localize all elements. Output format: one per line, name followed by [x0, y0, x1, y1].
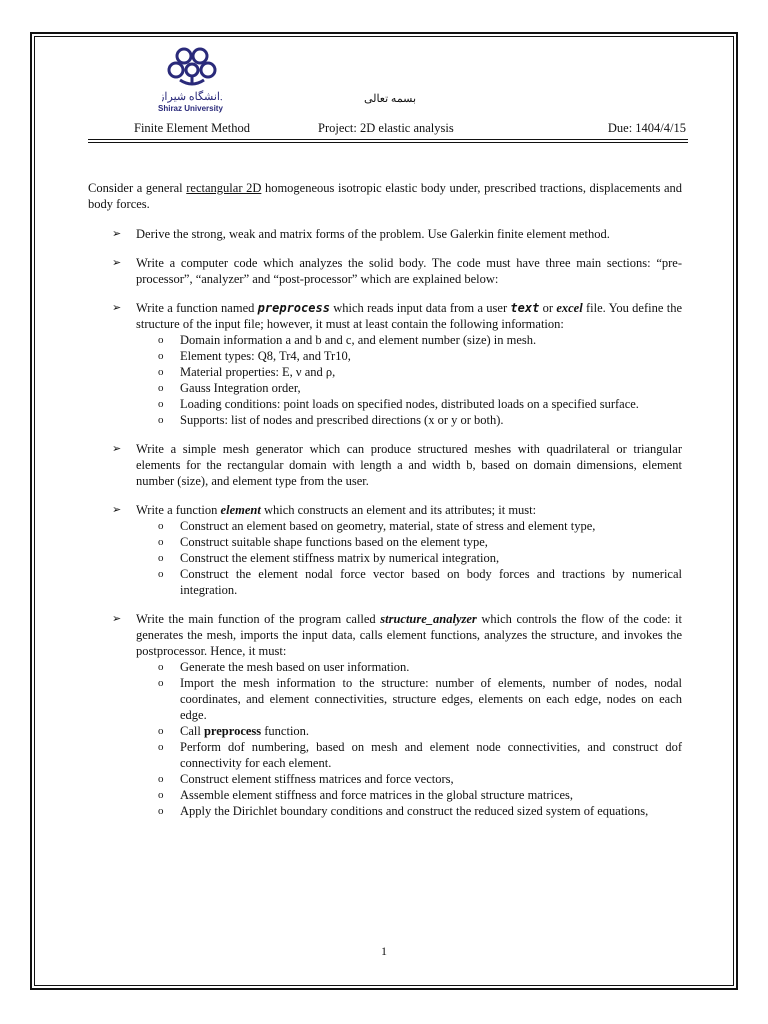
arrow-bullet-icon: ➢	[112, 443, 122, 455]
logo-emblem-icon	[162, 44, 222, 106]
bullet-structure-analyzer: ➢ Write the main function of the program called structure_analyzer which controls the flow of the code: it generates the mesh, imports the input data, calls element functions, analyzes the structure, and invokes the postprocessor. Hence, it must: o Generate the mesh based on user information. o Import the mesh information to the structure: number of elements, number of nodes, nodal coordinates, and element connectivities, structure edges, elements on each edge, nodes on each edge. o Call preprocess function. o Perform dof numbering, based on mesh and element node connectivities, and construct dof connectivity for each element. o Construct element stiffness matrices and force vectors, o Assemble element stiffness and force matrices in the global structure matrices, o Apply the Dirichlet boundary conditions and construct the reduced sized system of equations,	[112, 612, 682, 818]
arrow-bullet-icon: ➢	[112, 613, 122, 625]
arrow-bullet-icon: ➢	[112, 504, 122, 516]
arrow-bullet-icon: ➢	[112, 228, 122, 240]
function-name: preprocess	[257, 301, 330, 315]
list-item: o Perform dof numbering, based on mesh and element node connectivities, and construct dof connectivity for each element.	[158, 740, 682, 770]
list-item: o Construct element stiffness matrices and force vectors,	[158, 772, 454, 786]
element-list	[136, 518, 682, 598]
bullet-element: ➢ Write a function element which constructs an element and its attributes; it must: o Construct an element based on geometry, material, state of stress and element type, o Construct suitable shape functions based on the element type, o Construct the element stiffness matrix by numerical integration, o Construct the element nodal force vector based on body forces and tractions by numerical integration.	[112, 503, 682, 597]
list-item: o Construct the element nodal force vector based on body forces and tractions by numerical integration.	[158, 567, 682, 597]
list-item: o Assemble element stiffness and force matrices in the global structure matrices,	[158, 788, 574, 802]
header-rule-double	[88, 142, 688, 143]
underlined-term: rectangular 2D	[186, 181, 262, 195]
project-title: Project: 2D elastic analysis	[318, 121, 454, 135]
due-date: Due: 1404/4/15	[607, 121, 686, 135]
university-logo	[158, 44, 223, 118]
function-name: structure_analyzer	[380, 612, 477, 626]
list-item: o Element types: Q8, Tr4, and Tr10,	[158, 349, 351, 363]
basmala: بسمه تعالی	[363, 93, 417, 105]
list-item: o Import the mesh information to the structure: number of elements, number of nodes, nodal coordinates, and element connectivities, structure edges, elements on each edge, nodes on each edge.	[158, 676, 682, 722]
university-name: Shiraz University	[158, 104, 223, 113]
list-item: o Material properties: E, ν and ρ,	[158, 365, 336, 379]
function-name: element	[220, 503, 261, 517]
logo-persian-text: دانشگاه شیراز	[162, 91, 222, 103]
list-item: o Supports: list of nodes and prescribed directions (x or y or both).	[158, 413, 504, 427]
list-item: o Domain information a and b and c, and element number (size) in mesh.	[158, 333, 537, 347]
bullet-code-sections: ➢ Write a computer code which analyzes the solid body. The code must have three main sections: “pre-processor”, “analyzer” and “post-processor” which are explained below:	[112, 256, 682, 286]
list-item: o Apply the Dirichlet boundary conditions and construct the reduced sized system of equations,	[158, 804, 649, 818]
page-number: 1	[381, 944, 387, 958]
header-rule	[88, 139, 688, 140]
list-item: o Call preprocess function.	[158, 724, 310, 738]
list-item: o Generate the mesh based on user information.	[158, 660, 410, 674]
bullet-preprocess: ➢ Write a function named preprocess which reads input data from a user text or excel file. You define the structure of the input file; however, it must at least contain the following information: o Domain information a and b and c, and element number (size) in mesh. o Element types: Q8, Tr4, and Tr10, o Material properties: E, ν and ρ, o Gauss Integration order, o Loading conditions: point loads on specified nodes, distributed loads on a specified surface. o Supports: list of nodes and prescribed directions (x or y or both).	[112, 301, 682, 427]
list-item: o Loading conditions: point loads on specified nodes, distributed loads on a specified surface.	[158, 397, 639, 411]
intro-paragraph: Consider a general rectangular 2D homogeneous isotropic elastic body under, prescribed tractions, displacements and body forces.	[88, 181, 682, 211]
list-item: o Construct the element stiffness matrix by numerical integration,	[158, 551, 500, 565]
list-item: o Construct suitable shape functions based on the element type,	[158, 535, 488, 549]
list-item: o Gauss Integration order,	[158, 381, 301, 395]
arrow-bullet-icon: ➢	[112, 302, 122, 314]
course-title: Finite Element Method	[134, 121, 250, 135]
bullet-derive: ➢ Derive the strong, weak and matrix forms of the problem. Use Galerkin finite element method.	[112, 227, 610, 241]
analyzer-list	[136, 659, 682, 819]
arrow-bullet-icon: ➢	[112, 257, 122, 269]
document-body	[88, 180, 682, 832]
preprocess-list	[136, 332, 682, 428]
bullet-mesh-generator: ➢ Write a simple mesh generator which can produce structured meshes with quadrilateral or triangular elements for the rectangular domain with length a and width b, based on domain dimensions, element number (size), and element type from the user.	[112, 442, 682, 488]
list-item: o Construct an element based on geometry, material, state of stress and element type,	[158, 519, 596, 533]
